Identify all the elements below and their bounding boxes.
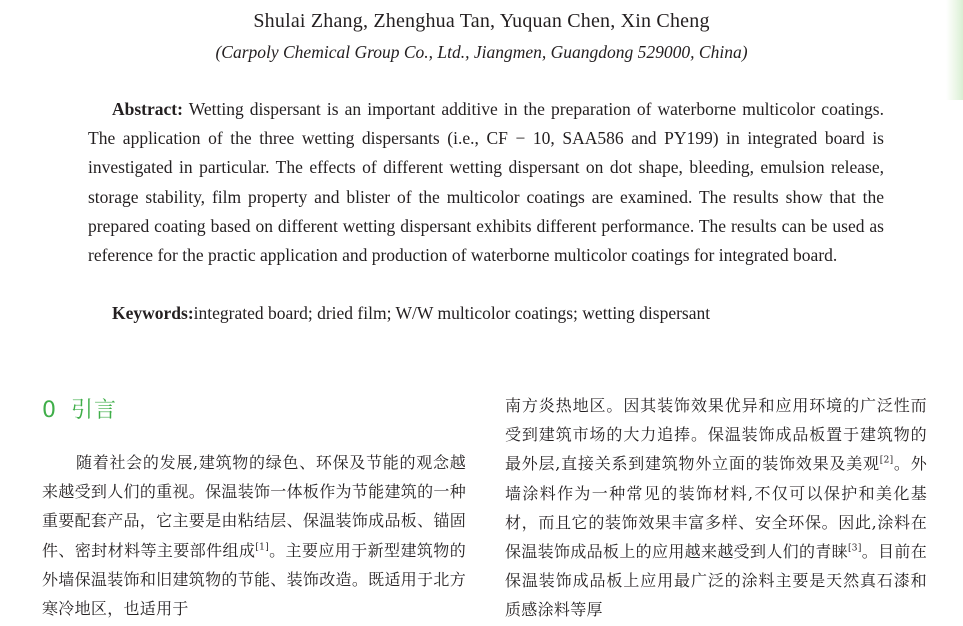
left-para-part-2: 。主要应用于新型建筑物的外墙保温装饰和旧建筑物的节能、装饰改造。既适用于北方寒冷地区，也适用于 [42, 540, 466, 619]
section-number: 0 [42, 398, 57, 423]
left-column-text [42, 448, 466, 623]
abstract-label: Abstract: [112, 99, 183, 119]
author-list: Shulai Zhang, Zhenghua Tan, Yuquan Chen, Xin Cheng [253, 10, 710, 32]
left-para-part-1: 随着社会的发展,建筑物的绿色、环保及节能的观念越来越受到人们的重视。保温装饰一体板作为节能建筑的一种重要配套产品，它主要是由粘结层、保温装饰成品板、锚固件、密封材料等主要部件组成 [42, 453, 466, 560]
abstract-paragraph [88, 95, 884, 270]
right-column-text [505, 391, 927, 625]
right-para-part-2: 。外墙涂料作为一种常见的装饰材料,不仅可以保护和美化基材，而且它的装饰效果丰富多样、安全环保。因此,涂料在保温装饰成品板上的应用越来越受到人们的青睐 [505, 454, 927, 562]
keywords-label: Keywords: [112, 303, 194, 323]
section-heading [42, 393, 117, 424]
right-para-part-1: 南方炎热地区。因其装饰效果优异和应用环境的广泛性而受到建筑市场的大力追捧。保温装饰成品板置于建筑物的最外层,直接关系到建筑物外立面的装饰效果及美观 [505, 396, 927, 474]
keywords-line [112, 299, 892, 328]
keywords-text: integrated board; dried film; W/W multicolor coatings; wetting dispersant [193, 303, 711, 323]
abstract-text: Wetting dispersant is an important additive in the preparation of waterborne multicolor coatings. The application of the three wetting dispersants (i.e., CF − 10, SAA586 and PY199) in integrated board is investigated in particular. The effects of different wetting dispersant on dot shape, bleeding, emulsion release, storage stability, film property and blister of the multicolor coatings are examined. The results show that the prepared coating based on different wetting dispersant exhibits different performance. The results can be used as reference for the practic application and production of waterborne multicolor coatings for integrated board. [88, 99, 884, 266]
citation-3[interactable]: [3] [848, 543, 862, 554]
section-title: 引言 [71, 398, 118, 423]
citation-2[interactable]: [2] [879, 456, 894, 467]
affiliation: (Carpoly Chemical Group Co., Ltd., Jiangmen, Guangdong 529000, China) [215, 42, 748, 62]
right-para-part-3: 。目前在保温装饰成品板上应用最广泛的涂料主要是天然真石漆和质感涂料等厚 [505, 542, 927, 620]
citation-1[interactable]: [1] [255, 542, 270, 553]
